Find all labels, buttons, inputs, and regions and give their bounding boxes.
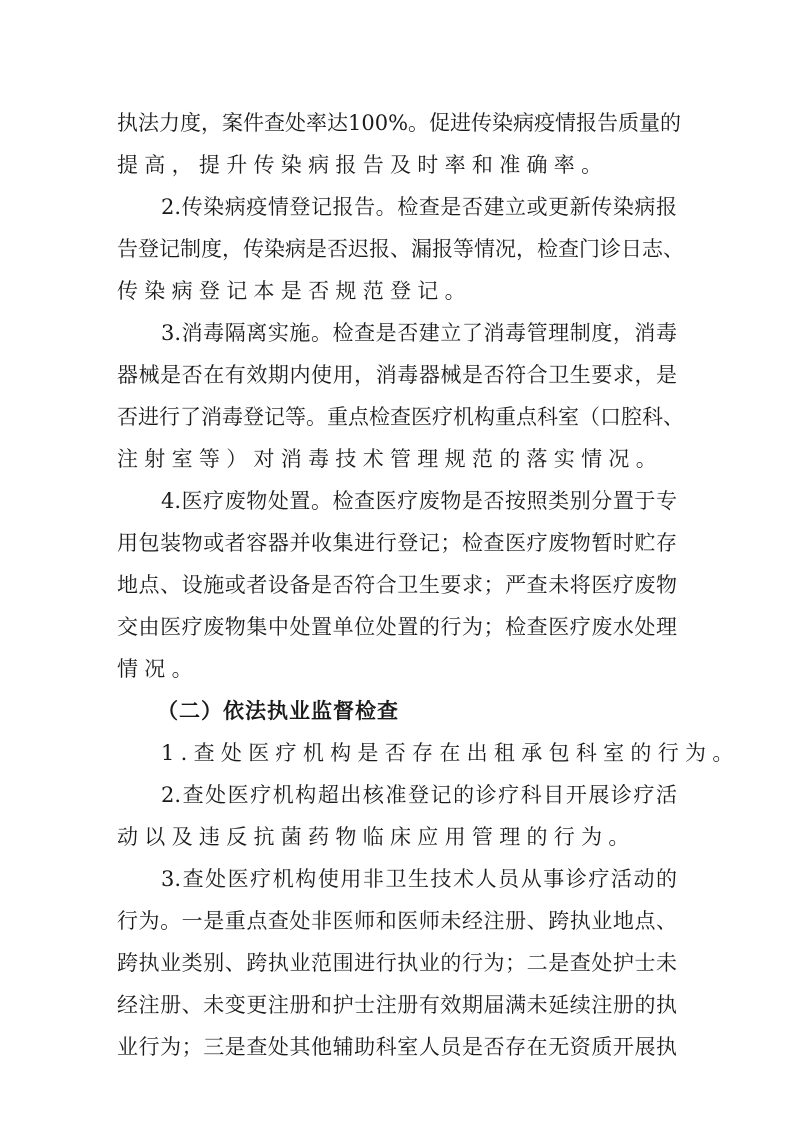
paragraph bbox=[117, 858, 677, 1068]
paragraph bbox=[117, 186, 684, 312]
text-line: 3.查处医疗机构使用非卫生技术人员从事诊疗活动的 bbox=[161, 867, 677, 891]
text-line: 用包装物或者容器并收集进行登记；检查医疗废物暂时贮存 bbox=[117, 531, 677, 555]
text-line: 业行为；三是查处其他辅助科室人员是否存在无资质开展执 bbox=[117, 1035, 677, 1059]
text-line: 2.查处医疗机构超出核准登记的诊疗科目开展诊疗活 bbox=[161, 783, 677, 807]
text-line: 传染病登记本是否规范登记。 bbox=[117, 279, 472, 303]
text-line: 经注册、未变更注册和护士注册有效期届满未延续注册的执 bbox=[117, 993, 677, 1017]
paragraph bbox=[117, 312, 684, 480]
text-line: 器械是否在有效期内使用，消毒器械是否符合卫生要求，是 bbox=[117, 363, 677, 387]
text-line: 3.消毒隔离实施。检查是否建立了消毒管理制度，消毒 bbox=[161, 321, 677, 345]
text-line: 跨执业类别、跨执业范围进行执业的行为；二是查处护士未 bbox=[117, 951, 677, 975]
text-line: 否进行了消毒登记等。重点检查医疗机构重点科室（口腔科、 bbox=[117, 405, 684, 429]
paragraph bbox=[117, 480, 677, 690]
text-line: 2.传染病疫情登记报告。检查是否建立或更新传染病报 bbox=[161, 195, 677, 219]
paragraph bbox=[117, 732, 740, 774]
text-line: 情况。 bbox=[117, 657, 199, 681]
section-heading bbox=[117, 690, 677, 732]
text-line: （二）依法执业监督检查 bbox=[157, 698, 399, 723]
text-line: 告登记制度，传染病是否迟报、漏报等情况，检查门诊日志、 bbox=[117, 237, 684, 261]
paragraph bbox=[117, 102, 682, 186]
text-line: 注射室等）对消毒技术管理规范的落实情况。 bbox=[117, 447, 663, 471]
text-line: 动以及违反抗菌药物临床应用管理的行为。 bbox=[117, 825, 636, 849]
text-line: 4.医疗废物处置。检查医疗废物是否按照类别分置于专 bbox=[161, 489, 677, 513]
text-line: 地点、设施或者设备是否符合卫生要求；严查未将医疗废物 bbox=[117, 573, 677, 597]
text-line: 执法力度，案件查处率达100%。促进传染病疫情报告质量的 bbox=[117, 111, 682, 135]
text-line: 行为。一是重点查处非医师和医师未经注册、跨执业地点、 bbox=[117, 909, 677, 933]
text-line: 交由医疗废物集中处置单位处置的行为；检查医疗废水处理 bbox=[117, 615, 677, 639]
text-line: 1.查处医疗机构是否存在出租承包科室的行为。 bbox=[161, 741, 740, 765]
paragraph bbox=[117, 774, 677, 858]
text-line: 提高，提升传染病报告及时率和准确率。 bbox=[117, 153, 609, 177]
document-page bbox=[117, 102, 740, 1068]
